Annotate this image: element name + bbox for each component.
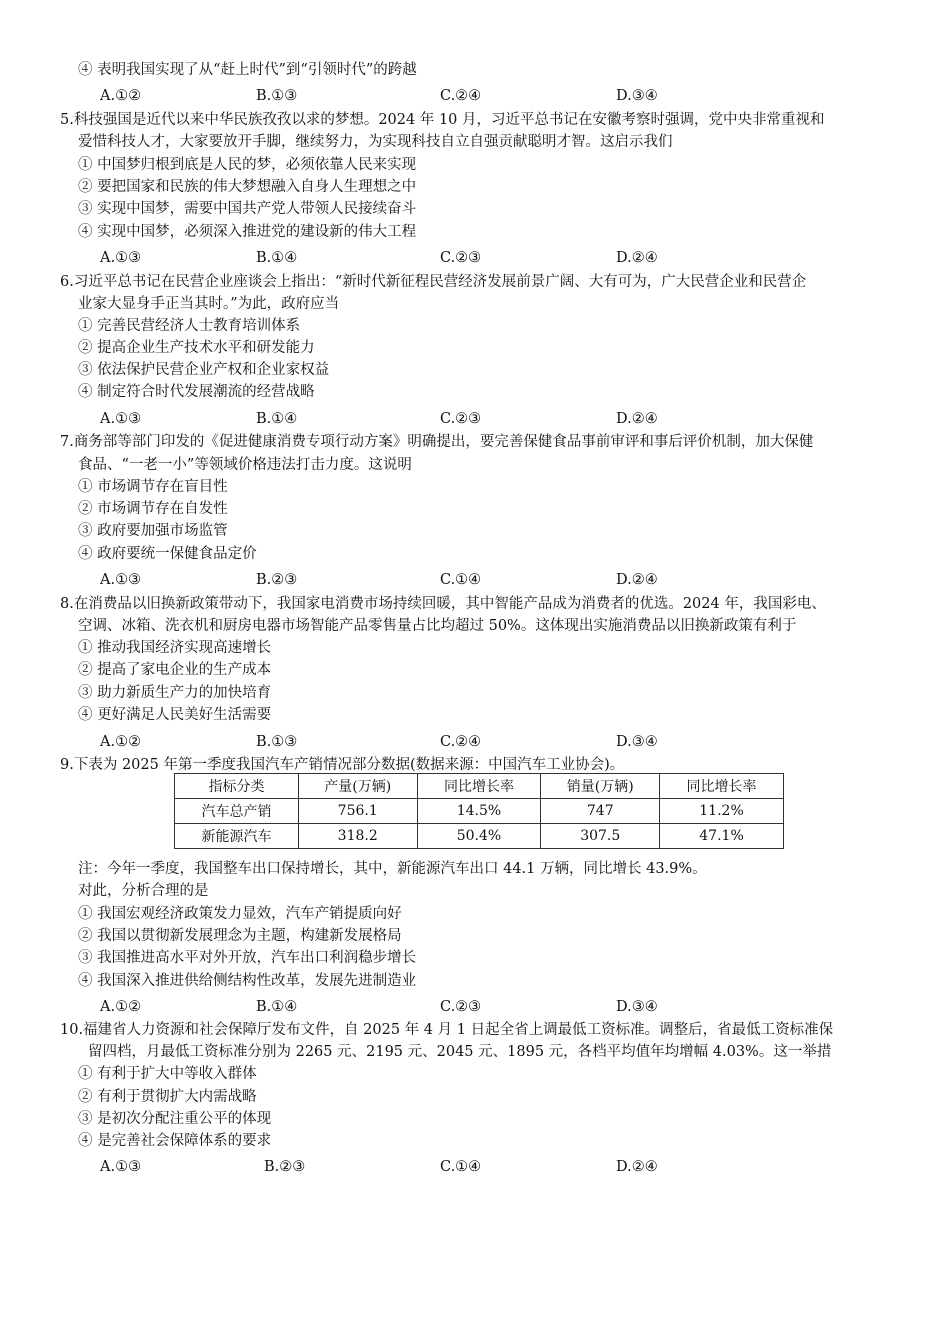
- q5-option-b: B.①④: [256, 250, 298, 266]
- q9-option-a: A.①②: [100, 999, 142, 1015]
- q5-item-2: ② 要把国家和民族的伟大梦想融入自身人生理想之中: [78, 179, 417, 195]
- table-header-cell: 指标分类: [175, 774, 299, 799]
- q6-option-d: D.②④: [616, 411, 658, 427]
- q10-option-a: A.①③: [100, 1159, 142, 1175]
- table-cell: 11.2%: [660, 799, 784, 824]
- q8-item-3: ③ 助力新质生产力的加快培育: [78, 685, 272, 701]
- q8-item-2: ② 提高了家电企业的生产成本: [78, 662, 272, 678]
- q5-option-d: D.②④: [616, 250, 658, 266]
- q8-stem-line1: 8.在消费品以旧换新政策带动下，我国家电消费市场持续回暖，其中智能产品成为消费者的优选。2024 年，我国彩电、: [60, 596, 826, 612]
- q7-option-c: C.①④: [440, 572, 482, 588]
- q9-option-b: B.①④: [256, 999, 298, 1015]
- q6-stem-line2: 业家大显身手正当其时。”为此，政府应当: [78, 296, 340, 312]
- q7-item-2: ② 市场调节存在自发性: [78, 501, 228, 517]
- table-cell: 307.5: [541, 824, 660, 849]
- table-header-cell: 产量(万辆): [298, 774, 417, 799]
- q9-item-1: ① 我国宏观经济政策发力显效，汽车产销提质向好: [78, 906, 402, 922]
- table-cell: 新能源汽车: [175, 824, 299, 849]
- q8-item-1: ① 推动我国经济实现高速增长: [78, 640, 272, 656]
- q7-option-b: B.②③: [256, 572, 298, 588]
- q5-option-c: C.②③: [440, 250, 482, 266]
- table-header-cell: 销量(万辆): [541, 774, 660, 799]
- table-row: [175, 799, 784, 824]
- q6-item-1: ① 完善民营经济人士教育培训体系: [78, 318, 301, 334]
- q8-option-d: D.③④: [616, 734, 658, 750]
- q5-option-a: A.①③: [100, 250, 142, 266]
- q10-option-b: B.②③: [264, 1159, 306, 1175]
- q5-stem-line2: 爱惜科技人才，大家要放开手脚，继续努力，为实现科技自立自强贡献聪明才智。这启示我们: [78, 134, 673, 150]
- q6-item-2: ② 提高企业生产技术水平和研发能力: [78, 340, 315, 356]
- q7-stem-line2: 食品、“一老一小”等领域价格违法打击力度。这说明: [78, 457, 412, 473]
- q5-item-1: ① 中国梦归根到底是人民的梦，必须依靠人民来实现: [78, 157, 417, 173]
- q10-stem-line1: 10.福建省人力资源和社会保障厅发布文件，自 2025 年 4 月 1 日起全省上调最低工资标准。调整后，省最低工资标准保: [60, 1022, 834, 1038]
- q9-note: 注：今年一季度，我国整车出口保持增长，其中，新能源汽车出口 44.1 万辆，同比增长 43.9%。: [78, 861, 707, 877]
- q4-option-d: D.③④: [616, 88, 658, 104]
- q9-data-table: [174, 773, 784, 849]
- q6-option-a: A.①③: [100, 411, 142, 427]
- q5-item-4: ④ 实现中国梦，必须深入推进党的建设新的伟大工程: [78, 224, 417, 240]
- q6-option-b: B.①④: [256, 411, 298, 427]
- q7-option-d: D.②④: [616, 572, 658, 588]
- q8-stem-line2: 空调、冰箱、洗衣机和厨房电器市场智能产品零售量占比均超过 50%。这体现出实施消费品以旧换新政策有利于: [78, 618, 797, 634]
- q9-stem-line2: 对此，分析合理的是: [78, 883, 209, 899]
- table-header-row: [175, 774, 784, 799]
- table-cell: 50.4%: [417, 824, 541, 849]
- q6-option-c: C.②③: [440, 411, 482, 427]
- q10-item-4: ④ 是完善社会保障体系的要求: [78, 1133, 272, 1149]
- q7-stem-line1: 7.商务部等部门印发的《促进健康消费专项行动方案》明确提出，要完善保健食品事前审评和事后评价机制，加大保健: [60, 434, 814, 450]
- q5-stem-line1: 5.科技强国是近代以来中华民族孜孜以求的梦想。2024 年 10 月，习近平总书记在安徽考察时强调，党中央非常重视和: [60, 112, 825, 128]
- q9-item-4: ④ 我国深入推进供给侧结构性改革，发展先进制造业: [78, 973, 417, 989]
- q10-item-3: ③ 是初次分配注重公平的体现: [78, 1111, 272, 1127]
- q10-option-c: C.①④: [440, 1159, 482, 1175]
- q7-item-3: ③ 政府要加强市场监管: [78, 523, 228, 539]
- table-cell: 14.5%: [417, 799, 541, 824]
- table-cell: 汽车总产销: [175, 799, 299, 824]
- q5-item-3: ③ 实现中国梦，需要中国共产党人带领人民接续奋斗: [78, 201, 417, 217]
- q8-option-b: B.①③: [256, 734, 298, 750]
- q10-item-1: ① 有利于扩大中等收入群体: [78, 1066, 257, 1082]
- q9-option-d: D.③④: [616, 999, 658, 1015]
- q9-item-3: ③ 我国推进高水平对外开放，汽车出口利润稳步增长: [78, 950, 417, 966]
- q7-option-a: A.①③: [100, 572, 142, 588]
- q4-item-4: ④ 表明我国实现了从“赶上时代”到“引领时代”的跨越: [78, 62, 417, 78]
- table-header-cell: 同比增长率: [417, 774, 541, 799]
- q9-item-2: ② 我国以贯彻新发展理念为主题，构建新发展格局: [78, 928, 402, 944]
- q8-item-4: ④ 更好满足人民美好生活需要: [78, 707, 272, 723]
- table-header-cell: 同比增长率: [660, 774, 784, 799]
- table-cell: 318.2: [298, 824, 417, 849]
- q6-stem-line1: 6.习近平总书记在民营企业座谈会上指出：“新时代新征程民营经济发展前景广阔、大有可为，广大民营企业和民营企: [60, 274, 807, 290]
- q10-option-d: D.②④: [616, 1159, 658, 1175]
- q9-stem-line1: 9.下表为 2025 年第一季度我国汽车产销情况部分数据(数据来源：中国汽车工业协会)。: [60, 757, 625, 773]
- table-cell: 47.1%: [660, 824, 784, 849]
- q6-item-4: ④ 制定符合时代发展潮流的经营战略: [78, 384, 315, 400]
- table-cell: 747: [541, 799, 660, 824]
- q7-item-4: ④ 政府要统一保健食品定价: [78, 546, 257, 562]
- q4-option-a: A.①②: [100, 88, 142, 104]
- q6-item-3: ③ 依法保护民营企业产权和企业家权益: [78, 362, 330, 378]
- q8-option-c: C.②④: [440, 734, 482, 750]
- q10-item-2: ② 有利于贯彻扩大内需战略: [78, 1089, 257, 1105]
- q8-option-a: A.①②: [100, 734, 142, 750]
- table-row: [175, 824, 784, 849]
- q7-item-1: ① 市场调节存在盲目性: [78, 479, 228, 495]
- q10-stem-line2: 留四档，月最低工资标准分别为 2265 元、2195 元、2045 元、1895 元，各档平均值年均增幅 4.03%。这一举措: [88, 1044, 832, 1060]
- q4-option-b: B.①③: [256, 88, 298, 104]
- table-cell: 756.1: [298, 799, 417, 824]
- q4-option-c: C.②④: [440, 88, 482, 104]
- q9-option-c: C.②③: [440, 999, 482, 1015]
